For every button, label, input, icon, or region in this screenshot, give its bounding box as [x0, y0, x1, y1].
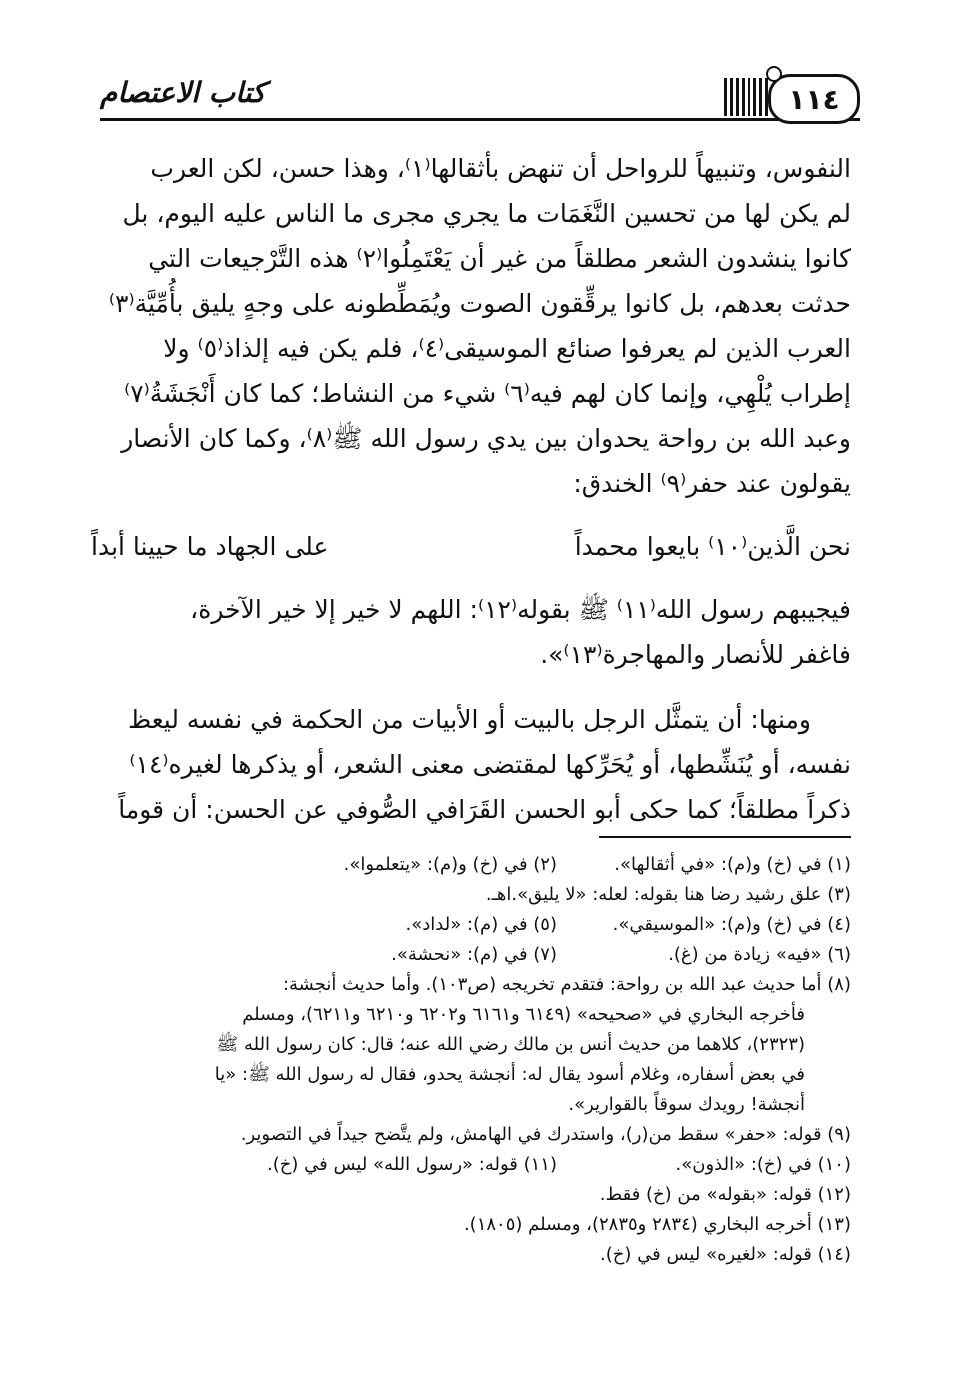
footnote-row	[91, 910, 851, 940]
footnote-row	[91, 850, 851, 880]
ornament-icon	[766, 66, 782, 82]
verse-first-hemistich: نحن الَّذين⁽١٠⁾ بايعوا محمداً	[574, 532, 851, 561]
footnote: (١٢) قوله: «بقوله» من (خ) فقط.	[599, 1184, 851, 1205]
book-title: كتاب الاعتصام	[100, 76, 266, 109]
decorative-bars	[724, 78, 768, 116]
text-line: فيجيبهم رسول الله⁽١١⁾ ﷺ بقوله⁽١٢⁾: اللهم لا خير إلا خير الآخرة،	[190, 595, 851, 624]
footnotes	[91, 850, 851, 1270]
poetry-verse	[91, 524, 851, 569]
footnote: (٦) «فيه» زيادة من (غ).	[668, 944, 851, 965]
text-line: كانوا ينشدون الشعر مطلقاً من غير أن يَعْتَمِلُوا⁽٢⁾ هذه التَّرْجيعات التي	[148, 244, 851, 273]
footnote: (٥) في (م): «لداد».	[405, 914, 557, 935]
header-rule	[100, 118, 860, 121]
footnote: (١٤) قوله: «لغيره» ليس في (خ).	[600, 1244, 851, 1265]
footnote-row	[91, 1150, 851, 1180]
text-line: العرب الذين لم يعرفوا صنائع الموسيقى⁽٤⁾، فلم يكن فيه إلذاذ⁽٥⁾ ولا	[163, 334, 851, 363]
text-line: وعبد الله بن رواحة يحدوان بين يدي رسول الله ﷺ⁽٨⁾، وكما كان الأنصار	[121, 424, 851, 453]
footnote: (٤) في (خ) و(م): «الموسيقي».	[612, 914, 851, 935]
footnote-line: أنجشة! رويدك سوقاً بالقوارير».	[568, 1094, 805, 1115]
footnote: (٩) قوله: «حفر» سقط من(ر)، واستدرك في الهامش، ولم يتَّضح جيداً في التصوير.	[240, 1124, 851, 1145]
main-text	[91, 146, 851, 832]
text-line: إطراب يُلْهِي، وإنما كان لهم فيه⁽٦⁾ شيء من النشاط؛ كما كان أَنْجَشَةُ⁽٧⁾	[124, 379, 851, 408]
footnote-line: (٨) أما حديث عبد الله بن رواحة: فتقدم تخريجه (ص١٠٣). وأما حديث أنجشة:	[282, 974, 851, 995]
text-line: ذكراً مطلقاً؛ كما حكى أبو الحسن القَرَافي الصُّوفي عن الحسن: أن قوماً	[118, 795, 851, 824]
text-line: يقولون عند حفر⁽٩⁾ الخندق:	[573, 469, 851, 498]
footnote-separator	[599, 836, 851, 838]
footnote-line: في بعض أسفاره، وغلام أسود يقال له: أنجشة يحدو، فقال له رسول الله ﷺ: «يا	[214, 1064, 805, 1085]
page-number: ١١٤	[788, 82, 840, 116]
text-line: حدثت بعدهم، بل كانوا يرقِّقون الصوت ويُمَطِّطونه على وجهٍ يليق بأُمِّيَّة⁽٣⁾	[108, 289, 851, 318]
text-line: فاغفر للأنصار والمهاجرة⁽١٣⁾».	[540, 640, 851, 669]
footnote: (٣) علق رشيد رضا هنا بقوله: لعله: «لا يليق».اهـ.	[485, 884, 851, 905]
footnote-line: (٢٣٢٣)، كلاهما من حديث أنس بن مالك رضي الله عنه؛ قال: كان رسول الله ﷺ	[216, 1034, 805, 1055]
page-header	[100, 72, 860, 126]
text-line: ومنها: أن يتمثَّل الرجل بالبيت أو الأبيات من الحكمة في نفسه ليعظ	[127, 705, 811, 734]
footnote: (١١) قوله: «رسول الله» ليس في (خ).	[267, 1154, 557, 1175]
text-line: نفسه، أو يُنَشِّطها، أو يُحَرِّكها لمقتضى معنى الشعر، أو يذكرها لغيره⁽١٤⁾	[129, 750, 851, 779]
verse-second-hemistich: على الجهاد ما حيينا أبداً	[91, 532, 329, 561]
text-line: لم يكن لها من تحسين النَّغَمَات ما يجري مجرى ما الناس عليه اليوم، بل	[122, 199, 851, 228]
footnote-line: فأخرجه البخاري في «صحيحه» (٦١٤٩ و٦١٦١ و٦٢٠٢ و٦٢١٠ و٦٢١١)، ومسلم	[242, 1004, 805, 1025]
footnote: (١) في (خ) و(م): «في أثقالها».	[614, 854, 851, 875]
footnote: (١٠) في (خ): «الذون».	[675, 1154, 851, 1175]
footnote: (٢) في (خ) و(م): «يتعلموا».	[343, 854, 557, 875]
footnote-row	[91, 940, 851, 970]
footnote: (١٣) أخرجه البخاري (٢٨٣٤ و٢٨٣٥)، ومسلم (١٨٠٥).	[463, 1214, 851, 1235]
footnote: (٧) في (م): «نحشة».	[391, 944, 557, 965]
text-line: النفوس، وتنبيهاً للرواحل أن تنهض بأثقالها⁽١⁾، وهذا حسن، لكن العرب	[150, 154, 851, 183]
footnote-8	[91, 970, 851, 1120]
page-number-badge	[768, 74, 860, 124]
